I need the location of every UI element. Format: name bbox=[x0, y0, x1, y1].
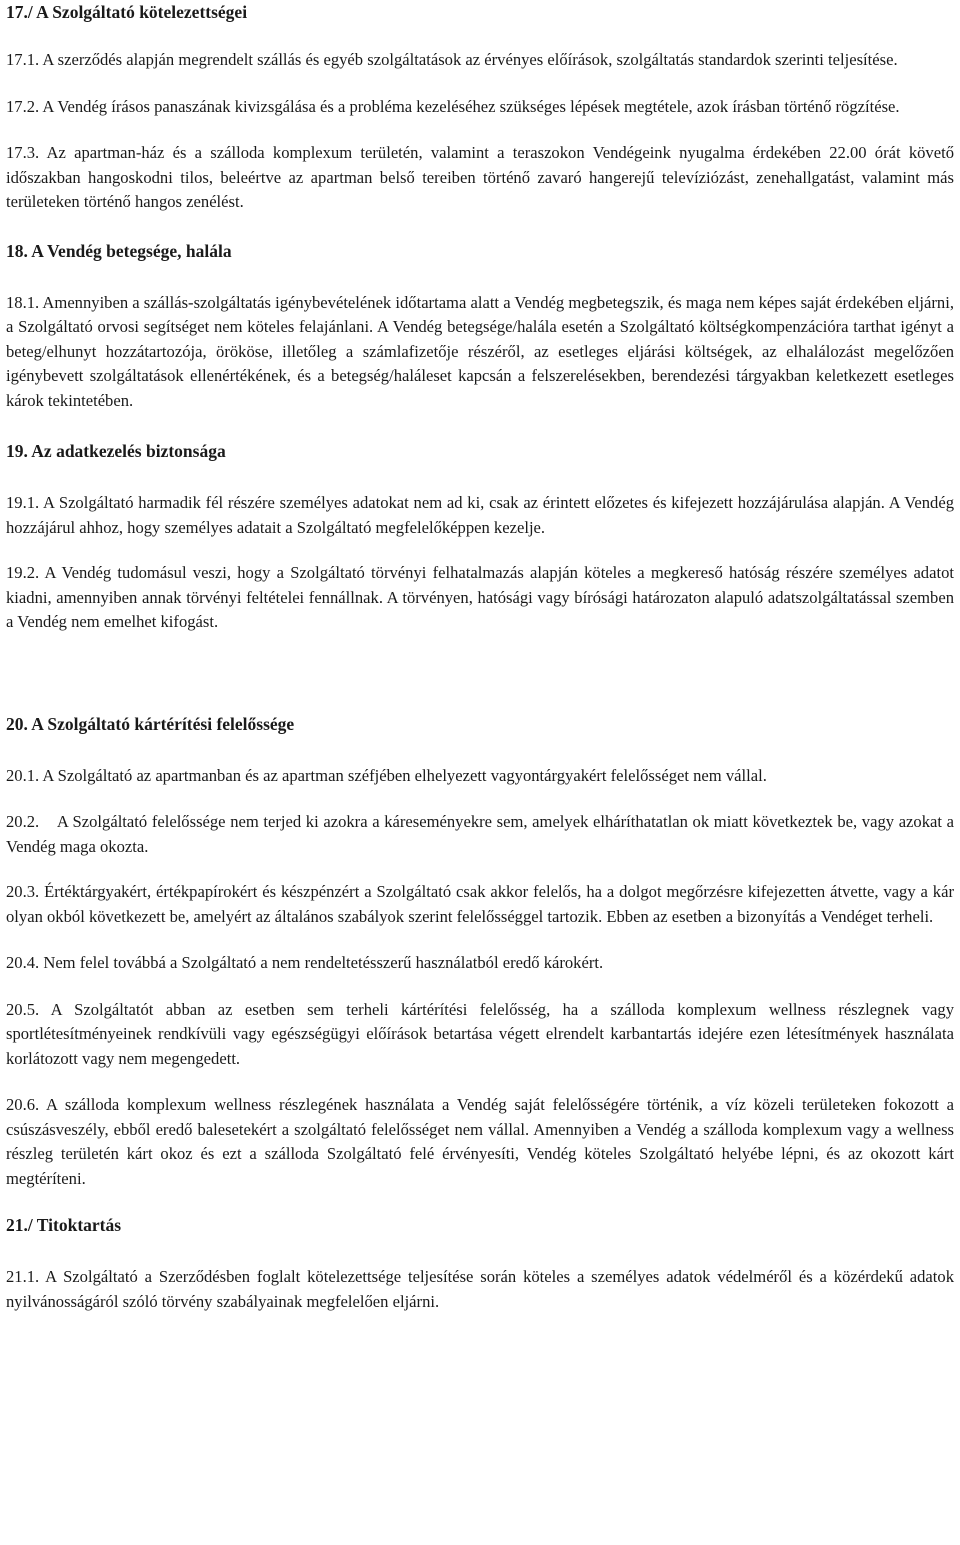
paragraph-20-4: 20.4. Nem felel továbbá a Szolgáltató a nem rendeltetésszerű használatból eredő károkért. bbox=[6, 953, 604, 972]
section-heading-18: 18. A Vendég betegsége, halála bbox=[6, 240, 232, 261]
section-21 bbox=[6, 1213, 954, 1314]
paragraph-17-2: 17.2. A Vendég írásos panaszának kivizsgálása és a probléma kezeléséhez szükséges lépések megtétele, azok írásban történő rögzítése. bbox=[6, 96, 900, 116]
paragraph-20-5: 20.5. A Szolgáltatót abban az esetben sem terheli kártérítési felelősség, ha a szálloda komplexum wellness részlegnek vagy sportlétesítményeinek rendkívüli vagy egészségügyi előírások betartása végett elrendelt karbantartás idejére ezen létesítmények használata korlátozott vagy nem megengedett. bbox=[6, 999, 954, 1068]
section-heading-17: 17./ A Szolgáltató kötelezettségei bbox=[6, 2, 248, 22]
paragraph-20-3: 20.3. Értéktárgyakért, értékpapírokért és készpénzért a Szolgáltató csak akkor felelős, ha a dolgot megőrzésre kifejezetten átvette, vagy a kár olyan okból következett be, amelyért az általános szabályok szerint felelősséggel tartozik. Ebben az esetben a bizonyítás a Vendéget terheli. bbox=[6, 882, 954, 926]
paragraph-18-1: 18.1. Amennyiben a szállás-szolgáltatás igénybevételének időtartama alatt a Vendég megbetegszik, és maga nem képes saját érdekében eljárni, a Szolgáltató orvosi segítséget nem köteles felajánlani. A Vendég betegsége/halála esetén a Szolgáltató költségkompenzációra tarthat igényt a beteg/elhunyt hozzátartozója, örököse, illetőleg a számlafizetője részéről, az esetleges eljárási költségek, az elhalálozást megelőzően igénybevett szolgáltatások ellenértékének, és a betegség/haláleset kapcsán a felszerelésekben, berendezési tárgyakban keletkezett esetleges károk tekintetében. bbox=[6, 292, 954, 410]
section-heading-19: 19. Az adatkezelés biztonsága bbox=[6, 441, 226, 461]
paragraph-21-1: 21.1. A Szolgáltató a Szerződésben foglalt kötelezettsége teljesítése során köteles a személyes adatok védelméről és a közérdekű adatok nyilvánosságáról szóló törvény szabályainak megfelelően eljárni. bbox=[6, 1267, 954, 1311]
section-20 bbox=[6, 712, 958, 1192]
paragraph-17-3: 17.3. Az apartman-ház és a szálloda komplexum területén, valamint a teraszokon Vendégeink nyugalma érdekében 22.00 órát követő időszakban hangoskodni tilos, beleértve az apartman belső tereiben történő zavaró hangerejű televíziózást, zenehallgatást, valamint más területeken történő hangos zenélést. bbox=[6, 143, 954, 211]
paragraph-19-2: 19.2. A Vendég tudomásul veszi, hogy a Szolgáltató törvényi felhatalmazás alapján köteles a megkereső hatóság részére személyes adatot kiadni, amennyiben annak törvényi feltételei fennállnak. A törvényen, hatósági vagy bírósági határozaton alapuló adatszolgáltatással szemben a Vendég nem emelhet kifogást. bbox=[6, 563, 954, 631]
section-19 bbox=[6, 439, 954, 635]
paragraph-19-1: 19.1. A Szolgáltató harmadik fél részére személyes adatokat nem ad ki, csak az érintett előzetes és kifejezett hozzájárulása alapján. A Vendég hozzájárul ahhoz, hogy személyes adatait a Szolgáltató megfelelőképpen kezelje. bbox=[6, 493, 954, 537]
section-17 bbox=[6, 0, 954, 215]
paragraph-17-1: 17.1. A szerződés alapján megrendelt szállás és egyéb szolgáltatások az érvényes előírások, szolgáltatás standardok szerinti teljesítése. bbox=[6, 50, 898, 69]
document-page bbox=[6, 0, 958, 1314]
section-heading-21: 21./ Titoktartás bbox=[6, 1215, 122, 1235]
paragraph-20-1: 20.1. A Szolgáltató az apartmanban és az apartman széfjében elhelyezett vagyontárgyakért felelősséget nem vállal. bbox=[6, 765, 767, 785]
section-heading-20: 20. A Szolgáltató kártérítési felelőssége bbox=[6, 713, 295, 734]
paragraph-20-2: 20.2. A Szolgáltató felelőssége nem terjed ki azokra a káreseményekre sem, amelyek elháríthatatlan ok miatt következtek be, vagy azokat a Vendég maga okozta. bbox=[6, 812, 958, 856]
section-18 bbox=[6, 239, 954, 414]
paragraph-20-6: 20.6. A szálloda komplexum wellness részlegének használata a Vendég saját felelősségére történik, a víz közeli területeken fokozott a csúszásveszély, ebből eredő balesetekért a szolgáltató felelősséget nem vállal. Amennyiben a Vendég a szálloda komplexum vagy a wellness részleg területén kárt okoz és ezt a szálloda Szolgáltató felé érvényesíti, Vendég köteles Szolgáltató helyébe lépni, és az okozott kárt megtéríteni. bbox=[6, 1095, 954, 1188]
